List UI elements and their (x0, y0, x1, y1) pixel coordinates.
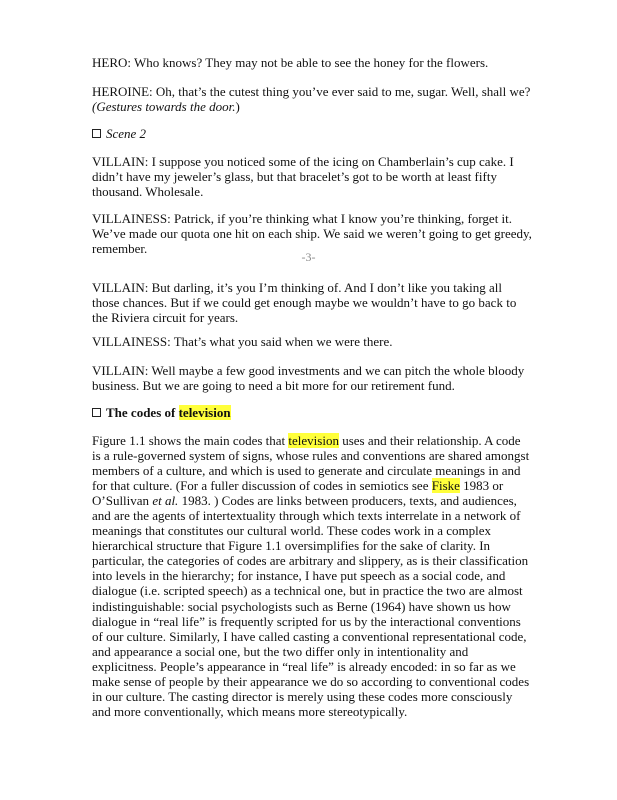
stage-direction: (Gestures towards the door. (92, 99, 236, 114)
body-text: Figure 1.1 shows the main codes that (92, 433, 289, 448)
search-highlight: television (178, 405, 231, 420)
section-heading-prefix: The codes of (106, 405, 179, 420)
dialogue-heroine (92, 84, 532, 114)
dialogue-villain-1: VILLAIN: I suppose you noticed some of the icing on Chamberlain’s cup cake. I didn’t have my jeweler’s glass, but that bracelet’s got to be worth at least fifty thousand. Wholesale. (92, 154, 514, 199)
scene-heading (92, 126, 532, 141)
body-paragraph (92, 433, 532, 719)
search-highlight: Fiske (431, 478, 460, 494)
body-text-italic: et al. (152, 493, 179, 509)
page-number: -3- (301, 250, 316, 264)
checkbox-icon (92, 129, 101, 138)
section-heading (92, 405, 532, 420)
body-text: uses and their relationship. A code is a rule-governed system of signs, whose rules and conventions are shared amongst members of a culture, and which is used to generate and circulate meanings in and for that culture. (For a fuller discussion of codes in semiotics see (92, 433, 530, 494)
dialogue-villain-2: VILLAIN: But darling, it’s you I’m thinking of. And I don’t like you taking all those chances. But if we could get enough maybe we wouldn’t have to go back to the Riviera circuit for years. (92, 280, 517, 325)
dialogue-hero: HERO: Who knows? They may not be able to see the honey for the flowers. (92, 55, 489, 70)
dialogue-villain-3: VILLAIN: Well maybe a few good investments and we can pitch the whole bloody business. But we are going to need a bit more for our retirement fund. (92, 363, 525, 393)
checkbox-icon (92, 408, 101, 417)
search-highlight: television (288, 433, 339, 448)
dialogue-text: HEROINE: Oh, that’s the cutest thing you’ve ever said to me, sugar. Well, shall we? (92, 84, 531, 99)
scene-heading-text: Scene 2 (106, 126, 147, 141)
stage-direction-close: ) (235, 99, 240, 114)
body-text: 1983. ) Codes are links between producers, texts, and audiences, and are the agents of intertextuality through which texts interrelate in a network of meanings that constitutes our cultural world. These codes work in a complex hierarchical structure that Figure 1.1 oversimplifies for the sake of clarity. In particular, the categories of codes are arbitrary and slippery, as is their classification into levels in the hierarchy; for instance, I have put speech as a social code, and dialogue (i.e. scripted speech) as a technical one, but in practice the two are almost indistinguishable: social psychologists such as Berne (1964) have shown us how dialogue in “real life” is frequently scripted for us by the interactional conventions of our culture. Similarly, I have called casting a conventional representational code, and appearance a social one, but the two differ only in intentionality and explicitness. People’s appearance in “real life” is already encoded: in so far as we make sense of people by their appearance we do so according to conventional codes in our culture. The casting director is merely using these codes more consciously and more conventionally, which means more stereotypically. (92, 493, 530, 719)
dialogue-villainess-1: VILLAINESS: Patrick, if you’re thinking what I know you’re thinking, forget it. We’ve made our quota one hit on each ship. We said we weren’t going to get greedy, remember. (92, 211, 532, 256)
body-text: 1983 or O’Sullivan (92, 478, 504, 509)
dialogue-villainess-2: VILLAINESS: That’s what you said when we were there. (92, 334, 393, 349)
